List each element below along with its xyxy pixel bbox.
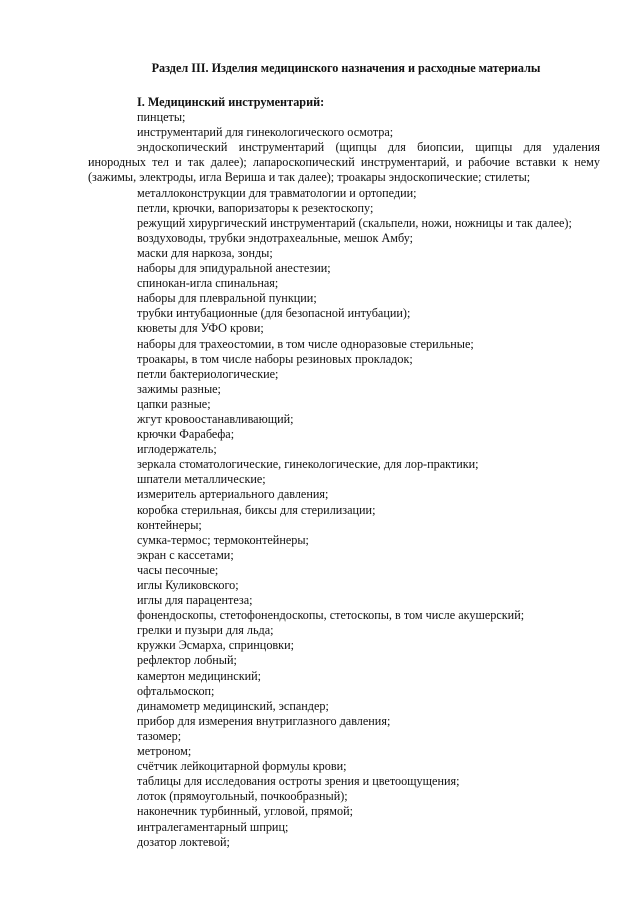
list-item: рефлектор лобный; (137, 653, 237, 668)
list-item: прибор для измерения внутриглазного давления; (137, 713, 391, 728)
list-item: маски для наркоза, зонды; (137, 245, 273, 260)
list-item: шпатели металлические; (137, 472, 266, 487)
list-item: иглы для парацентеза; (137, 593, 253, 608)
list-item: измеритель артериального давления; (137, 487, 329, 502)
list-item: режущий хирургический инструментарий (скальпели, ножи, ножницы и так далее); (137, 215, 572, 230)
list-item: коробка стерильная, биксы для стерилизации; (137, 502, 376, 517)
list-item: контейнеры; (137, 517, 202, 532)
list-item: дозатор локтевой; (137, 834, 230, 849)
list-item: камертон медицинский; (137, 668, 262, 683)
list-item: интралегаментарный шприц; (137, 819, 289, 834)
list-item: эндоскопический инструментарий (щипцы для биопсии, щипцы для удаления инородных тел и так далее); лапароскопический инструментарий, и рабочие вставки к нему (зажимы, электроды, игла Вериша и так далее); троакары эндоскопические; стилеты; (88, 140, 600, 185)
list-item: спинокан-игла спинальная; (137, 276, 279, 291)
list-item: петли, крючки, вапоризаторы к резектоскопу; (137, 200, 374, 215)
list-item: зажимы разные; (137, 381, 221, 396)
list-item: наборы для плевральной пункции; (137, 291, 317, 306)
list-item: зеркала стоматологические, гинекологические, для лор-практики; (137, 457, 479, 472)
list-item: иглодержатель; (137, 442, 217, 457)
list-item: грелки и пузыри для льда; (137, 623, 274, 638)
document-body (88, 95, 600, 850)
list-item: таблицы для исследования остроты зрения и цветоощущения; (137, 774, 460, 789)
list-item: кюветы для УФО крови; (137, 321, 264, 336)
document-title: Раздел III. Изделия медицинского назначения и расходные материалы (151, 61, 541, 75)
list-item: воздуховоды, трубки эндотрахеальные, мешок Амбу; (137, 230, 414, 245)
section-heading: I. Медицинский инструментарий: (137, 95, 325, 109)
list-item: троакары, в том числе наборы резиновых прокладок; (137, 351, 413, 366)
list-item: инструментарий для гинекологического осмотра; (137, 125, 394, 140)
list-item: петли бактериологические; (137, 366, 279, 381)
list-item: тазомер; (137, 728, 182, 743)
list-item: металлоконструкции для травматологии и ортопедии; (137, 185, 417, 200)
list-item: офтальмоскоп; (137, 683, 215, 698)
list-item: лоток (прямоугольный, почкообразный); (137, 789, 348, 804)
list-item: фонендоскопы, стетофонендоскопы, стетоскопы, в том числе акушерский; (137, 608, 525, 623)
list-item: крючки Фарабефа; (137, 427, 235, 442)
list-item: часы песочные; (137, 562, 219, 577)
list-item: сумка-термос; термоконтейнеры; (137, 532, 309, 547)
list-item: трубки интубационные (для безопасной интубации); (137, 306, 411, 321)
list-item: наборы для эпидуральной анестезии; (137, 261, 331, 276)
list-item: иглы Куликовского; (137, 578, 239, 592)
list-item: динамометр медицинский, эспандер; (137, 698, 329, 713)
list-item: пинцеты; (137, 110, 186, 125)
list-item: наборы для трахеостомии, в том числе одноразовые стерильные; (137, 336, 474, 351)
items-list (88, 110, 600, 850)
list-item: наконечник турбинный, угловой, прямой; (137, 804, 353, 819)
list-item: экран с кассетами; (137, 547, 234, 562)
list-item: кружки Эсмарха, спринцовки; (137, 638, 294, 653)
list-item: жгут кровоостанавливающий; (137, 411, 294, 426)
list-item: метроном; (137, 744, 192, 759)
list-item: цапки разные; (137, 396, 211, 411)
list-item: счётчик лейкоцитарной формулы крови; (137, 759, 347, 774)
